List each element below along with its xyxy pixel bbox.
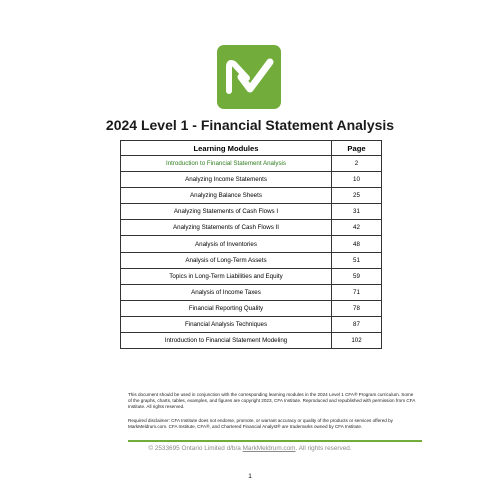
module-name: Analyzing Statements of Cash Flows II <box>121 220 332 236</box>
module-name: Analysis of Inventories <box>121 236 332 252</box>
table-row <box>121 268 382 284</box>
table-header-row <box>121 141 382 156</box>
mark-meldrum-logo <box>217 45 281 109</box>
module-page: 10 <box>332 172 382 188</box>
footer-divider <box>128 440 422 442</box>
document-title: 2024 Level 1 - Financial Statement Analysis <box>105 117 395 133</box>
module-page: 48 <box>332 236 382 252</box>
disclaimer-note: Required disclaimer: CFA Institute does not endorse, promote, or warrant accuracy or quality of the products or services offered by MarkMeldrum.com. CFA Institute, CFA®, and Chartered Financial Analyst® are trademarks owned by CFA Institute. <box>128 418 393 430</box>
module-name: Analyzing Income Statements <box>121 172 332 188</box>
module-page: 25 <box>332 188 382 204</box>
module-page: 71 <box>332 284 382 300</box>
table-row <box>121 188 382 204</box>
module-name: Analyzing Balance Sheets <box>121 188 332 204</box>
table-row <box>121 220 382 236</box>
module-name: Topics in Long-Term Liabilities and Equity <box>121 268 332 284</box>
learning-modules-table <box>120 140 382 349</box>
module-page: 102 <box>332 333 382 349</box>
table-row <box>121 284 382 300</box>
module-name: Financial Reporting Quality <box>121 300 332 316</box>
copyright-suffix: . All rights reserved. <box>295 445 352 452</box>
copyright-line <box>0 445 500 452</box>
module-page: 59 <box>332 268 382 284</box>
table-row <box>121 172 382 188</box>
table-row <box>121 333 382 349</box>
copyright-prefix: © 2533695 Ontario Limited d/b/a <box>148 445 243 452</box>
module-name: Analysis of Income Taxes <box>121 284 332 300</box>
usage-note: This document should be used in conjunction with the corresponding learning modules in the 2024 Level 1 CFA® Program curriculum. Some of the graphs, charts, tables, examples, and figures are copyright 2023, CFA Institute. Reproduced and republished with permission from CFA Institute. All rights reserved. <box>128 392 416 410</box>
table-row <box>121 252 382 268</box>
module-name: Financial Analysis Techniques <box>121 316 332 332</box>
module-page: 78 <box>332 300 382 316</box>
module-name: Introduction to Financial Statement Analysis <box>121 156 332 172</box>
page-number: 1 <box>248 473 252 480</box>
module-name: Introduction to Financial Statement Modeling <box>121 333 332 349</box>
markmeldrum-link[interactable]: MarkMeldrum.com <box>242 445 296 452</box>
table-row <box>121 204 382 220</box>
module-page: 31 <box>332 204 382 220</box>
table-row <box>121 300 382 316</box>
module-page: 87 <box>332 316 382 332</box>
module-name: Analyzing Statements of Cash Flows I <box>121 204 332 220</box>
header-page: Page <box>332 141 382 156</box>
module-page: 2 <box>332 156 382 172</box>
header-learning-modules: Learning Modules <box>121 141 332 156</box>
module-page: 42 <box>332 220 382 236</box>
module-page: 51 <box>332 252 382 268</box>
table-row <box>121 316 382 332</box>
module-name: Analysis of Long-Term Assets <box>121 252 332 268</box>
table-row <box>121 236 382 252</box>
table-row <box>121 156 382 172</box>
checkmark-logo-icon <box>217 45 281 109</box>
